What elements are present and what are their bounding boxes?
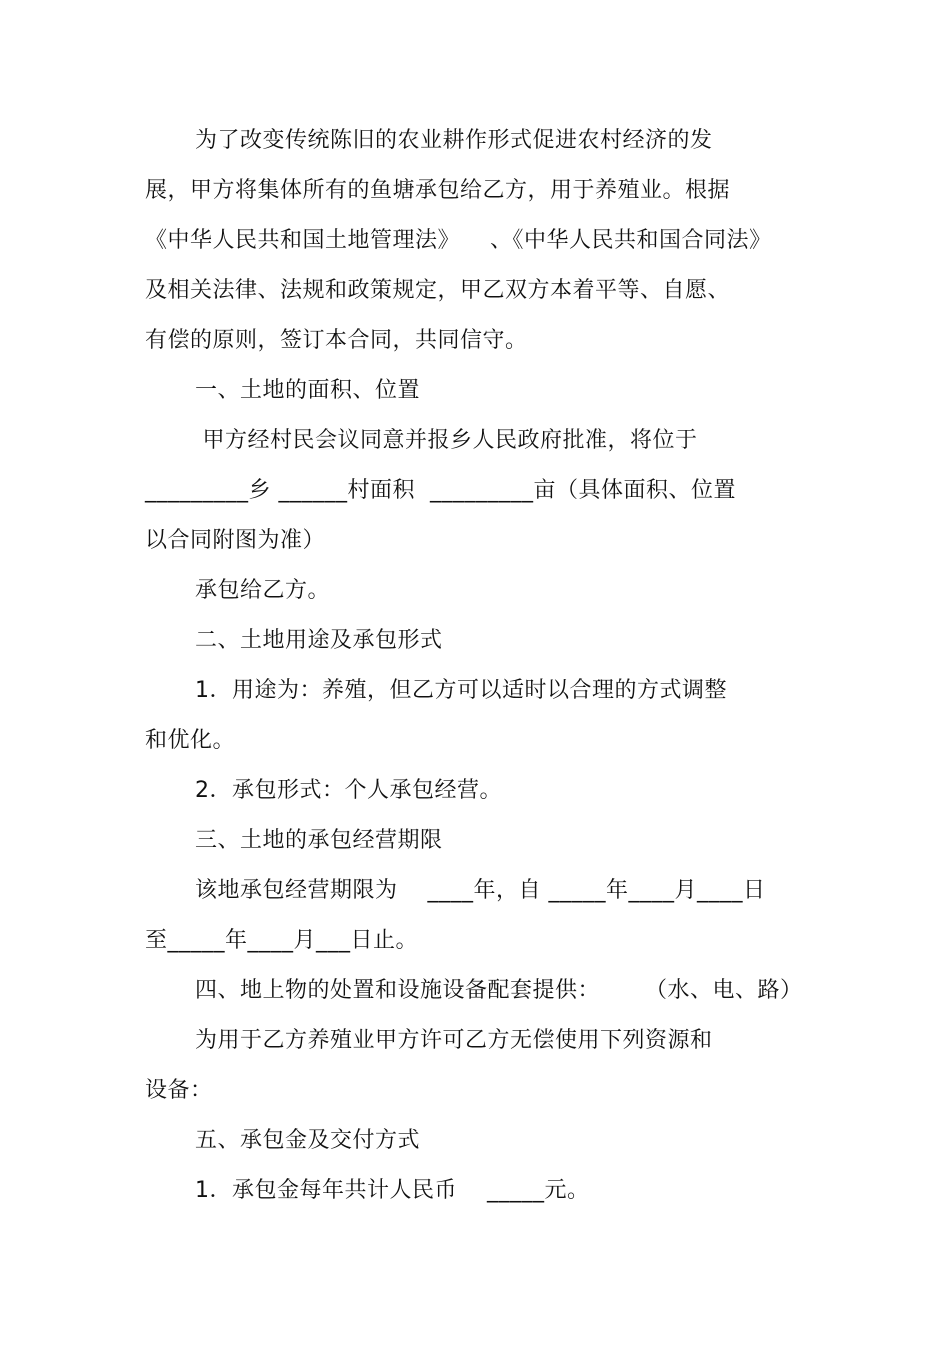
section-2-item-1-cont: 和优化。 <box>145 728 236 753</box>
intro-line-1: 为了改变传统陈旧的农业耕作形式促进农村经济的发 <box>195 128 713 153</box>
section-3-line-2: 至_____年____月___日止。 <box>145 928 419 953</box>
section-5-item-1: 1．承包金每年共计人民币 _____元。 <box>195 1178 590 1203</box>
section-1-heading: 一、土地的面积、位置 <box>195 378 421 403</box>
section-4-line-1: 为用于乙方养殖业甲方许可乙方无偿使用下列资源和 <box>195 1028 713 1053</box>
section-1-line-1: 甲方经村民会议同意并报乡人民政府批准，将位于 <box>195 428 698 453</box>
section-3-heading: 三、土地的承包经营期限 <box>195 828 443 853</box>
section-1-line-3: 以合同附图为准） <box>145 528 326 553</box>
section-2-item-2: 2．承包形式：个人承包经营。 <box>195 778 502 803</box>
intro-line-2: 展，甲方将集体所有的鱼塘承包给乙方，用于养殖业。根据 <box>145 178 731 203</box>
intro-line-3: 《中华人民共和国土地管理法》 、《中华人民共和国合同法》 <box>145 228 772 253</box>
section-4-heading: 四、地上物的处置和设施设备配套提供： （水、电、路） <box>195 978 803 1003</box>
intro-line-5: 有偿的原则，签订本合同，共同信守。 <box>145 328 528 353</box>
section-3-line-1: 该地承包经营期限为 ____年，自 _____年____月____日 <box>195 878 766 903</box>
section-1-line-2: _________乡 ______村面积 _________亩（具体面积、位置 <box>145 478 736 503</box>
section-2-item-1: 1．用途为：养殖，但乙方可以适时以合理的方式调整 <box>195 678 727 703</box>
section-5-heading: 五、承包金及交付方式 <box>195 1128 421 1153</box>
section-4-line-2: 设备： <box>145 1078 213 1103</box>
section-1-line-4: 承包给乙方。 <box>195 578 331 603</box>
intro-line-4: 及相关法律、法规和政策规定，甲乙双方本着平等、自愿、 <box>145 278 731 303</box>
section-2-heading: 二、土地用途及承包形式 <box>195 628 443 653</box>
